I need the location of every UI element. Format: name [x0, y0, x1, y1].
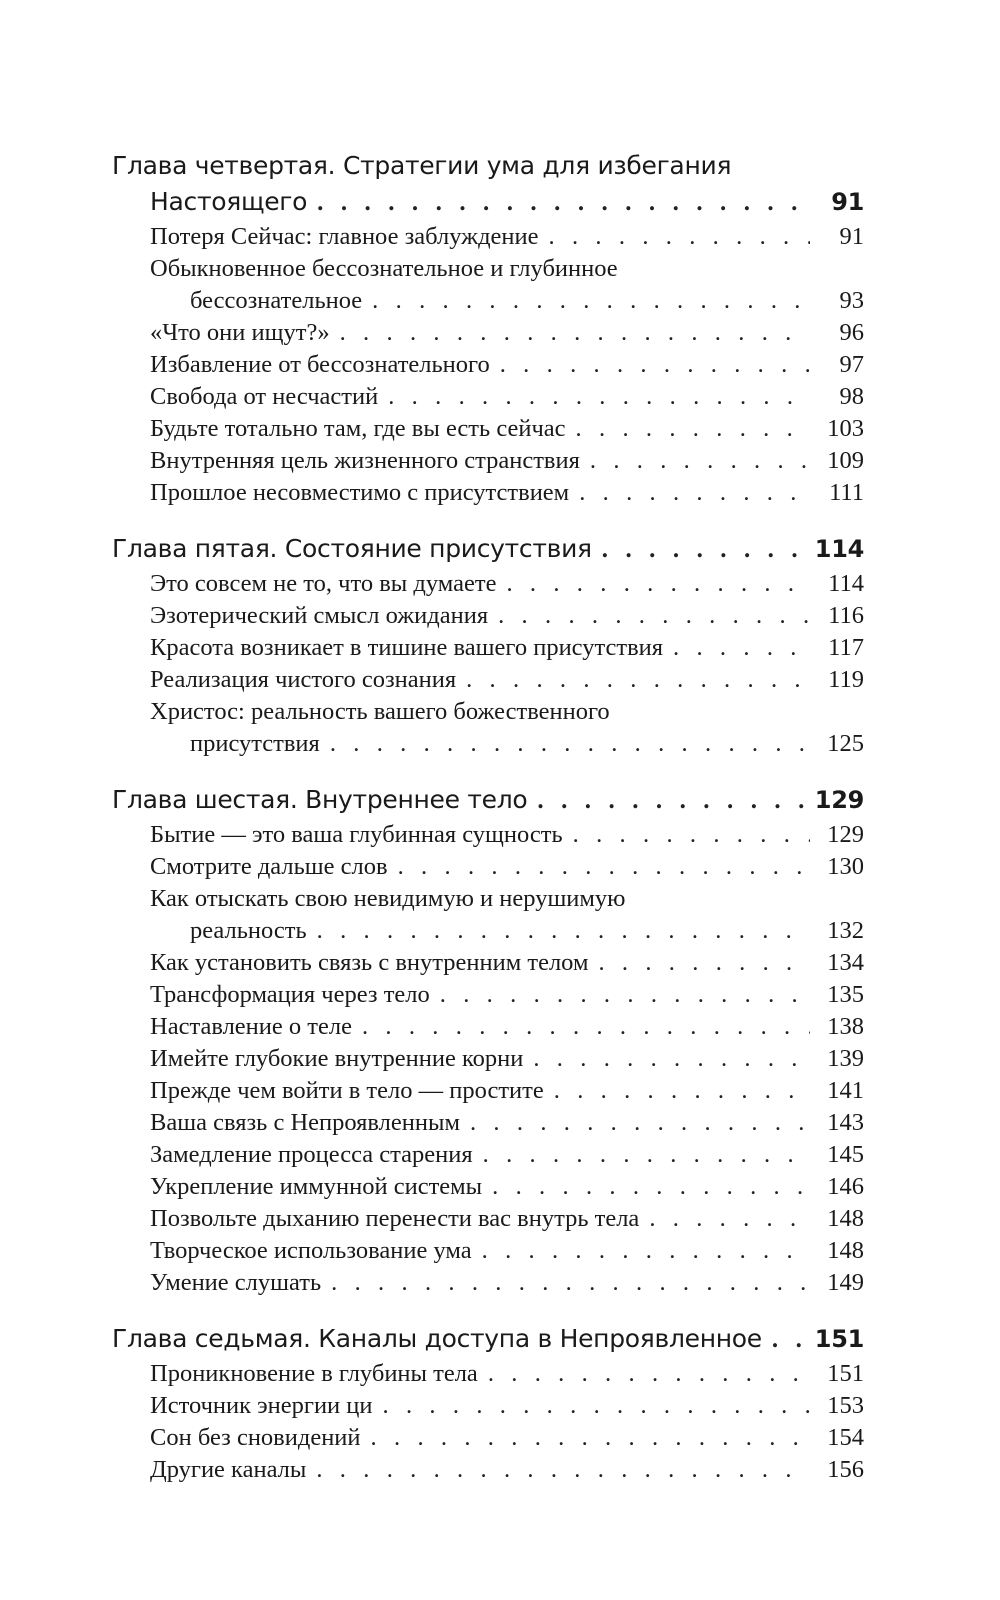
chapter-page-number: 129	[814, 786, 864, 814]
toc-entry-title: Наставление о теле	[150, 1013, 352, 1040]
toc-entry-title: Будьте тотально там, где вы есть сейчас	[150, 415, 566, 442]
toc-entry-page-number: 143	[827, 1109, 864, 1136]
toc-entry-title: Избавление от бессознательного	[150, 351, 490, 378]
chapter-block	[112, 1321, 864, 1486]
toc-entry-title: Красота возникает в тишине вашего присутствия	[150, 634, 664, 661]
toc-entry-page-number: 156	[827, 1456, 864, 1483]
chapter-block	[112, 782, 864, 1299]
toc-entry-page-number: 141	[827, 1077, 864, 1104]
toc-entry[interactable]	[112, 632, 864, 664]
toc-entry-title: Проникновение в глубины тела	[150, 1360, 478, 1387]
toc-entry-title: реальность	[190, 917, 307, 944]
chapter-title: Глава четвертая. Стратегии ума для избегания	[112, 151, 732, 180]
toc-entry-page-number: 153	[827, 1392, 864, 1419]
toc-entry-page-number: 98	[839, 383, 864, 410]
toc-entry-title: Это совсем не то, что вы думаете	[150, 570, 497, 597]
dot-leader	[362, 1011, 810, 1043]
toc-entry-page-number: 149	[827, 1269, 864, 1296]
toc-entry[interactable]	[112, 600, 864, 632]
dot-leader	[498, 600, 810, 632]
toc-entry-title: Бытие — это ваша глубинная сущность	[150, 821, 563, 848]
toc-entry[interactable]	[112, 728, 864, 760]
toc-entry[interactable]	[112, 1075, 864, 1107]
chapter-title-row[interactable]	[112, 148, 864, 184]
toc-entry-page-number: 111	[829, 479, 864, 506]
toc-entry-page-number: 145	[827, 1141, 864, 1168]
dot-leader	[482, 1235, 810, 1267]
dot-leader	[772, 1322, 805, 1358]
toc-entry-page-number: 148	[827, 1205, 864, 1232]
toc-entry-title: Христос: реальность вашего божественного	[150, 698, 610, 725]
toc-entry-page-number: 97	[839, 351, 864, 378]
chapter-block	[112, 148, 864, 509]
chapter-page-number: 151	[814, 1325, 864, 1353]
toc-entry[interactable]	[112, 883, 864, 915]
chapter-title-row[interactable]	[112, 184, 864, 221]
toc-entry[interactable]	[112, 381, 864, 413]
dot-leader	[602, 532, 805, 568]
toc-entry-page-number: 138	[827, 1013, 864, 1040]
toc-entry[interactable]	[112, 915, 864, 947]
toc-entry[interactable]	[112, 445, 864, 477]
dot-leader	[576, 413, 810, 445]
toc-entry-page-number: 130	[827, 853, 864, 880]
dot-leader	[649, 1203, 810, 1235]
dot-leader	[554, 1075, 810, 1107]
toc-entry-page-number: 119	[828, 666, 864, 693]
toc-entry-page-number: 135	[827, 981, 864, 1008]
toc-entry-page-number: 116	[828, 602, 864, 629]
toc-entry[interactable]	[112, 349, 864, 381]
dot-leader	[398, 851, 810, 883]
dot-leader	[330, 728, 810, 760]
dot-leader	[371, 1422, 810, 1454]
toc-entry-title: «Что они ищут?»	[150, 319, 330, 346]
dot-leader	[317, 185, 810, 221]
toc-entry[interactable]	[112, 568, 864, 600]
toc-entry[interactable]	[112, 696, 864, 728]
toc-entry-page-number: 125	[827, 730, 864, 757]
toc-entry-page-number: 109	[827, 447, 864, 474]
toc-entry-title: Реализация чистого сознания	[150, 666, 457, 693]
toc-entry-title: Как установить связь с внутренним телом	[150, 949, 589, 976]
toc-entry-title: Имейте глубокие внутренние корни	[150, 1045, 524, 1072]
dot-leader	[483, 1139, 810, 1171]
toc-entry-page-number: 114	[828, 570, 864, 597]
chapter-title-row[interactable]	[112, 1321, 864, 1358]
toc-entry[interactable]	[112, 851, 864, 883]
dot-leader	[533, 1043, 810, 1075]
toc-entry-title: Потеря Сейчас: главное заблуждение	[150, 223, 539, 250]
chapter-block	[112, 531, 864, 760]
toc-entry-page-number: 148	[827, 1237, 864, 1264]
toc-entry-title: бессознательное	[190, 287, 363, 314]
dot-leader	[506, 568, 810, 600]
chapter-title-row[interactable]	[112, 782, 864, 819]
dot-leader	[537, 783, 804, 819]
toc-entry[interactable]	[112, 1235, 864, 1267]
dot-leader	[331, 1267, 810, 1299]
dot-leader	[492, 1171, 810, 1203]
chapter-title: Глава пятая. Состояние присутствия	[112, 534, 592, 563]
dot-leader	[500, 349, 810, 381]
toc-entry-title: Трансформация через тело	[150, 981, 430, 1008]
toc-entry[interactable]	[112, 1171, 864, 1203]
toc-entry[interactable]	[112, 1043, 864, 1075]
toc-entry[interactable]	[112, 477, 864, 509]
toc-entry[interactable]	[112, 1139, 864, 1171]
toc-entry-title: Сон без сновидений	[150, 1424, 361, 1451]
dot-leader	[440, 979, 810, 1011]
toc-entry[interactable]	[112, 1454, 864, 1486]
dot-leader	[317, 915, 810, 947]
toc-entry[interactable]	[112, 1267, 864, 1299]
dot-leader	[573, 819, 810, 851]
toc-entry[interactable]	[112, 1390, 864, 1422]
toc-entry-title: Умение слушать	[150, 1269, 322, 1296]
dot-leader	[598, 947, 810, 979]
toc-entry[interactable]	[112, 1422, 864, 1454]
toc-entry-page-number: 151	[827, 1360, 864, 1387]
toc-entry-page-number: 103	[827, 415, 864, 442]
toc-entry[interactable]	[112, 253, 864, 285]
dot-leader	[488, 1358, 810, 1390]
toc-entry[interactable]	[112, 317, 864, 349]
toc-entry-title: Обыкновенное бессознательное и глубинное	[150, 255, 618, 282]
toc-entry[interactable]	[112, 664, 864, 696]
toc-entry-title: Позвольте дыханию перенести вас внутрь тела	[150, 1205, 640, 1232]
toc-entry-page-number: 132	[827, 917, 864, 944]
toc-entry[interactable]	[112, 1107, 864, 1139]
chapter-page-number: 91	[831, 188, 864, 216]
dot-leader	[340, 317, 810, 349]
toc-entry-title: Смотрите дальше слов	[150, 853, 388, 880]
toc-entry[interactable]	[112, 285, 864, 317]
toc-entry-page-number: 117	[828, 634, 864, 661]
dot-leader	[470, 1107, 810, 1139]
toc-entry-title: Прошлое несовместимо с присутствием	[150, 479, 570, 506]
toc-entry[interactable]	[112, 413, 864, 445]
toc-entry-page-number: 93	[839, 287, 864, 314]
chapter-title: Глава шестая. Внутреннее тело	[112, 785, 528, 814]
chapter-title: Глава седьмая. Каналы доступа в Непроявленное	[112, 1324, 762, 1353]
toc-entry[interactable]	[112, 1358, 864, 1390]
toc-entry[interactable]	[112, 1011, 864, 1043]
dot-leader	[388, 381, 810, 413]
chapter-page-number: 114	[814, 535, 864, 563]
toc-entry-title: Другие каналы	[150, 1456, 307, 1483]
toc-entry[interactable]	[112, 221, 864, 253]
toc-entry-page-number: 129	[827, 821, 864, 848]
toc-entry-page-number: 96	[839, 319, 864, 346]
toc-entry-title: Ваша связь с Непроявленным	[150, 1109, 460, 1136]
toc-entry[interactable]	[112, 1203, 864, 1235]
chapter-title-row[interactable]	[112, 531, 864, 568]
dot-leader	[383, 1390, 810, 1422]
toc-entry-title: Эзотерический смысл ожидания	[150, 602, 489, 629]
toc-entry-title: Свобода от несчастий	[150, 383, 379, 410]
toc-entry-page-number: 146	[827, 1173, 864, 1200]
toc-entry-title: Как отыскать свою невидимую и нерушимую	[150, 885, 626, 912]
toc-entry-title: Замедление процесса старения	[150, 1141, 473, 1168]
toc-entry[interactable]	[112, 979, 864, 1011]
chapter-title: Настоящего	[150, 187, 308, 216]
toc-entry-title: Укрепление иммунной системы	[150, 1173, 483, 1200]
toc-entry-title: присутствия	[190, 730, 320, 757]
toc-entry[interactable]	[112, 819, 864, 851]
toc-entry-page-number: 154	[827, 1424, 864, 1451]
toc-entry-title: Источник энергии ци	[150, 1392, 373, 1419]
toc-entry-page-number: 91	[839, 223, 864, 250]
dot-leader	[466, 664, 810, 696]
dot-leader	[549, 221, 810, 253]
dot-leader	[372, 285, 810, 317]
dot-leader	[590, 445, 810, 477]
toc-entry-page-number: 139	[827, 1045, 864, 1072]
table-of-contents	[112, 148, 864, 1508]
toc-entry-title: Творческое использование ума	[150, 1237, 472, 1264]
dot-leader	[316, 1454, 810, 1486]
toc-entry[interactable]	[112, 947, 864, 979]
dot-leader	[673, 632, 810, 664]
toc-entry-title: Внутренняя цель жизненного странствия	[150, 447, 580, 474]
toc-entry-title: Прежде чем войти в тело — простите	[150, 1077, 544, 1104]
toc-entry-page-number: 134	[827, 949, 864, 976]
dot-leader	[579, 477, 810, 509]
